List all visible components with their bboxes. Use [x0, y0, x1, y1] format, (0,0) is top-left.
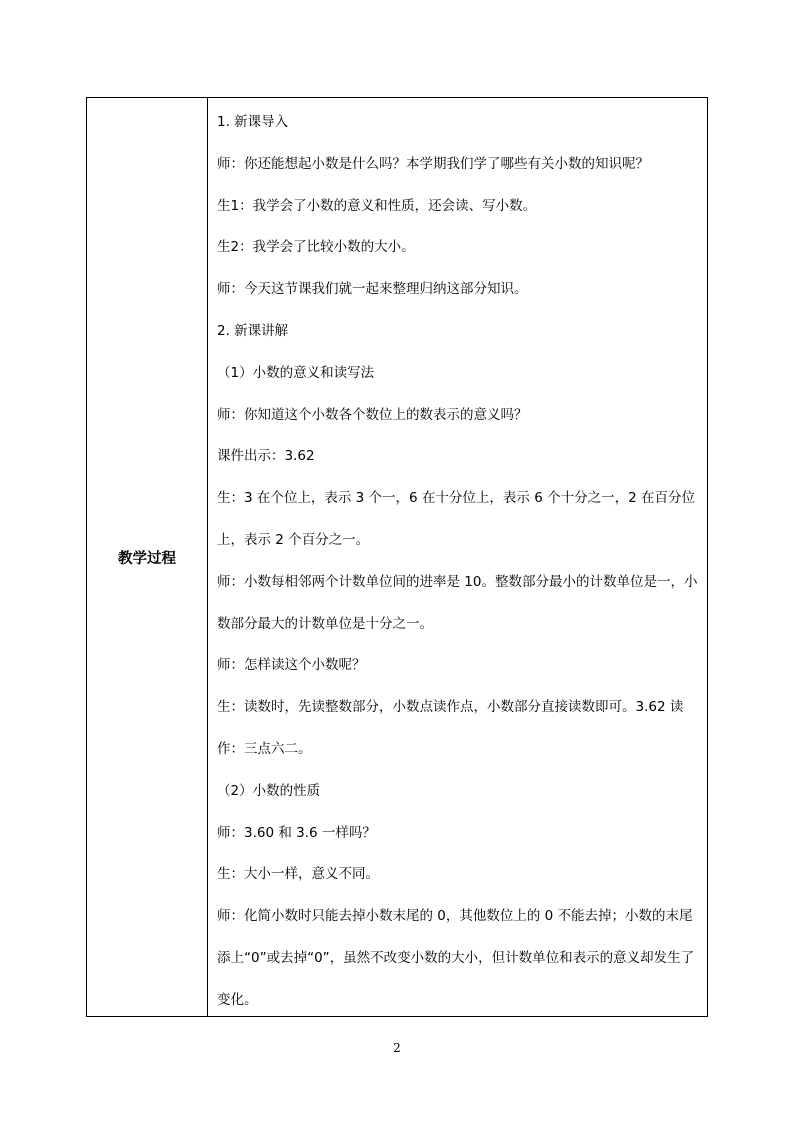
dialogue-line: 生：大小一样，意义不同。 [217, 866, 379, 883]
section-heading-explanation: 2. 新课讲解 [217, 322, 289, 339]
dialogue-line: 师：你还能想起小数是什么吗？本学期我们学了哪些有关小数的知识呢？ [217, 155, 649, 172]
row-label: 教学过程 [118, 550, 176, 567]
lesson-table [86, 97, 708, 1017]
dialogue-line: 生：3 在个位上，表示 3 个一，6 在十分位上，表示 6 个十分之一，2 在百分位上，表示 2 个百分之一。 [217, 490, 695, 548]
dialogue-line: 师：怎样读这个小数呢？ [217, 657, 366, 674]
dialogue-line: 师：今天这节课我们就一起来整理归纳这部分知识。 [217, 281, 528, 298]
subsection-heading-meaning: （1）小数的意义和读写法 [217, 364, 375, 381]
dialogue-line: 生1：我学会了小数的意义和性质，还会读、写小数。 [217, 197, 537, 214]
dialogue-line: 生2：我学会了比较小数的大小。 [217, 239, 415, 256]
row-label-cell [87, 98, 208, 1016]
content-cell [208, 98, 707, 1016]
slide-display-line: 课件出示：3.62 [217, 448, 315, 465]
subsection-heading-property: （2）小数的性质 [217, 782, 321, 799]
dialogue-line: 生：读数时，先读整数部分，小数点读作点，小数部分直接读数即可。3.62 读作：三点六二。 [217, 699, 684, 757]
dialogue-line: 师：小数每相邻两个计数单位间的进率是 10。整数部分最小的计数单位是一，小数部分最大的计数单位是十分之一。 [217, 573, 698, 632]
dialogue-line: 师：化简小数时只能去掉小数末尾的 0，其他数位上的 0 不能去掉；小数的末尾添上“0”或去掉“0”，虽然不改变小数的大小，但计数单位和表示的意义却发生了变化。 [217, 908, 695, 1008]
dialogue-line: 师：3.60 和 3.6 一样吗？ [217, 824, 376, 841]
page-number: 2 [393, 1041, 401, 1055]
section-heading-intro: 1. 新课导入 [217, 114, 289, 130]
dialogue-line: 师：你知道这个小数各个数位上的数表示的意义吗？ [217, 406, 528, 423]
